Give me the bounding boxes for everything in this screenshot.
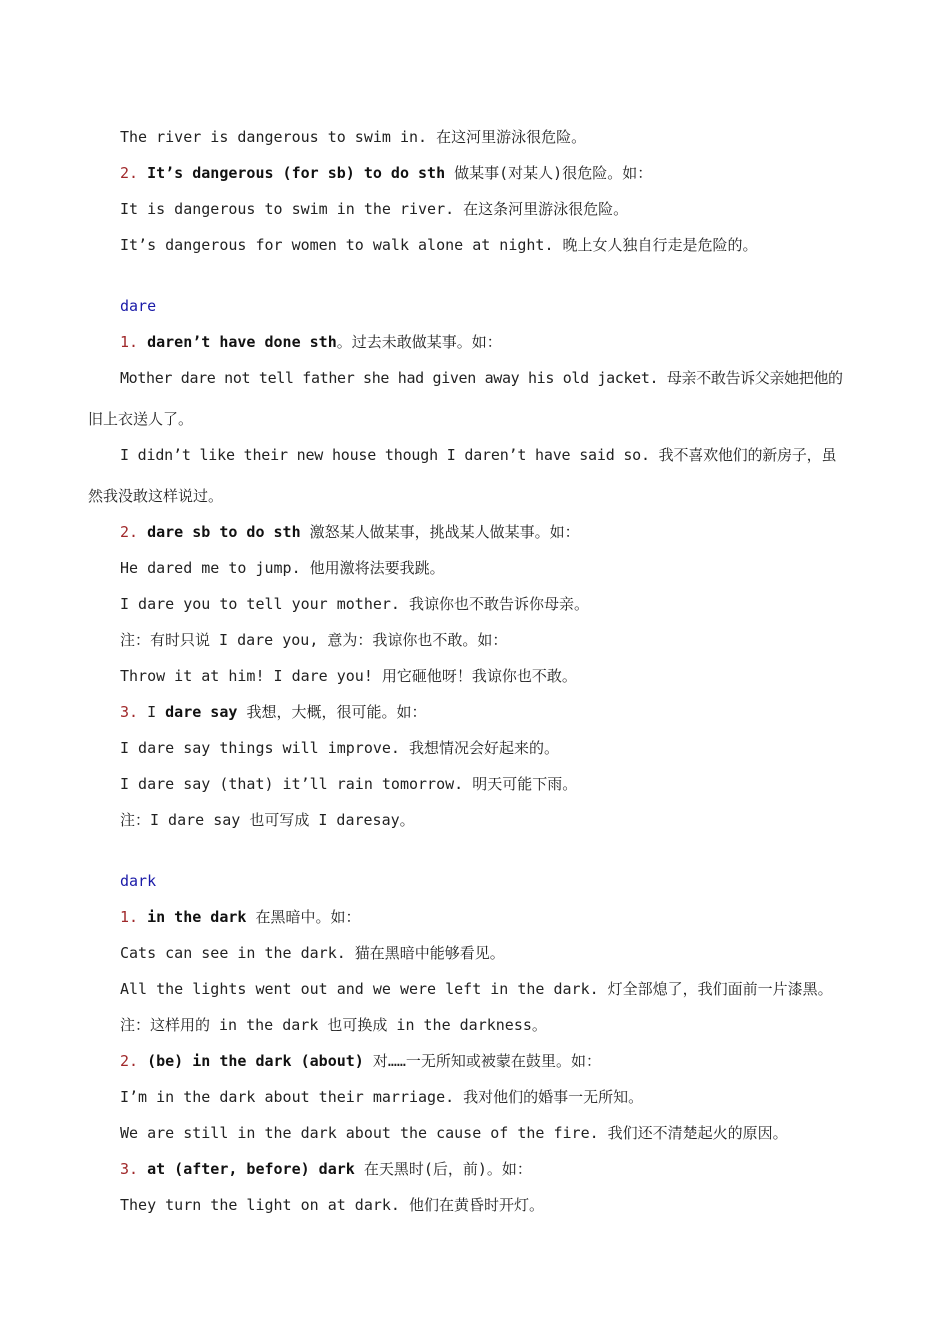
sense-line: [120, 1051, 865, 1071]
sense-number: 3.: [120, 1160, 139, 1178]
sense-phrase: (be) in the dark (about): [147, 1052, 364, 1070]
sense-line: [120, 702, 865, 722]
sense-gloss: 。过去未敢做某事。如：: [336, 333, 502, 351]
headword-dark: dark: [120, 872, 157, 890]
sense-phrase: It’s dangerous (for sb) to do sth: [147, 164, 446, 182]
sense-line: [120, 163, 865, 183]
sense-gloss: 在黑暗中。如：: [255, 908, 361, 926]
sense-phrase: dare say: [165, 703, 238, 721]
headword-dare: dare: [120, 297, 157, 315]
sense-number: 2.: [120, 523, 139, 541]
example-sentence-continuation: 旧上衣送人了。: [88, 410, 194, 428]
example-sentence: It’s dangerous for women to walk alone at night. 晚上女人独自行走是危险的。: [120, 236, 758, 254]
example-sentence: Mother dare not tell father she had given away his old jacket. 母亲不敢告诉父亲她把他的: [120, 369, 843, 387]
example-sentence: They turn the light on at dark. 他们在黄昏时开灯。: [120, 1196, 544, 1214]
sense-phrase: dare sb to do sth: [147, 523, 301, 541]
example-sentence: It is dangerous to swim in the river. 在这条河里游泳很危险。: [120, 200, 629, 218]
sense-line: [120, 522, 865, 542]
sense-gloss: 对……一无所知或被蒙在鼓里。如：: [372, 1052, 601, 1070]
sense-gloss: 我想，大概，很可能。如：: [246, 703, 427, 721]
sense-line: [120, 907, 865, 927]
example-sentence: I dare say (that) it’ll rain tomorrow. 明天可能下雨。: [120, 775, 578, 793]
example-sentence: Cats can see in the dark. 猫在黑暗中能够看见。: [120, 944, 505, 962]
example-sentence: The river is dangerous to swim in. 在这河里游泳很危险。: [120, 128, 587, 146]
sense-number: 1.: [120, 908, 139, 926]
note: 注：有时只说 I dare you, 意为：我谅你也不敢。如：: [120, 631, 508, 649]
sense-phrase: in the dark: [147, 908, 247, 926]
example-sentence: All the lights went out and we were left in the dark. 灯全部熄了，我们面前一片漆黑。: [120, 980, 833, 998]
sense-gloss: 激怒某人做某事，挑战某人做某事。如：: [309, 523, 580, 541]
sense-line: [120, 1159, 865, 1179]
sense-phrase: at (after, before) dark: [147, 1160, 355, 1178]
example-sentence: We are still in the dark about the cause of the fire. 我们还不清楚起火的原因。: [120, 1124, 788, 1142]
sense-gloss: 做某事(对某人)很危险。如：: [454, 164, 653, 182]
sense-number: 1.: [120, 333, 139, 351]
example-sentence: I didn’t like their new house though I daren’t have said so. 我不喜欢他们的新房子，虽: [120, 446, 837, 464]
sense-number: 2.: [120, 1052, 139, 1070]
example-sentence: I dare say things will improve. 我想情况会好起来的。: [120, 739, 559, 757]
sense-phrase: daren’t have done sth: [147, 333, 337, 351]
note: 注：I dare say 也可写成 I daresay。: [120, 811, 415, 829]
sense-line: [120, 332, 865, 352]
example-sentence: I dare you to tell your mother. 我谅你也不敢告诉你母亲。: [120, 595, 589, 613]
sense-prefix: I: [147, 703, 157, 721]
sense-number: 3.: [120, 703, 139, 721]
sense-number: 2.: [120, 164, 139, 182]
sense-gloss: 在天黑时(后，前)。如：: [363, 1160, 532, 1178]
example-sentence: He dared me to jump. 他用激将法要我跳。: [120, 559, 445, 577]
example-sentence: Throw it at him! I dare you! 用它砸他呀！我谅你也不敢。: [120, 667, 577, 685]
note: 注：这样用的 in the dark 也可换成 in the darkness。: [120, 1016, 547, 1034]
example-sentence-continuation: 然我没敢这样说过。: [88, 487, 224, 505]
example-sentence: I’m in the dark about their marriage. 我对他们的婚事一无所知。: [120, 1088, 644, 1106]
